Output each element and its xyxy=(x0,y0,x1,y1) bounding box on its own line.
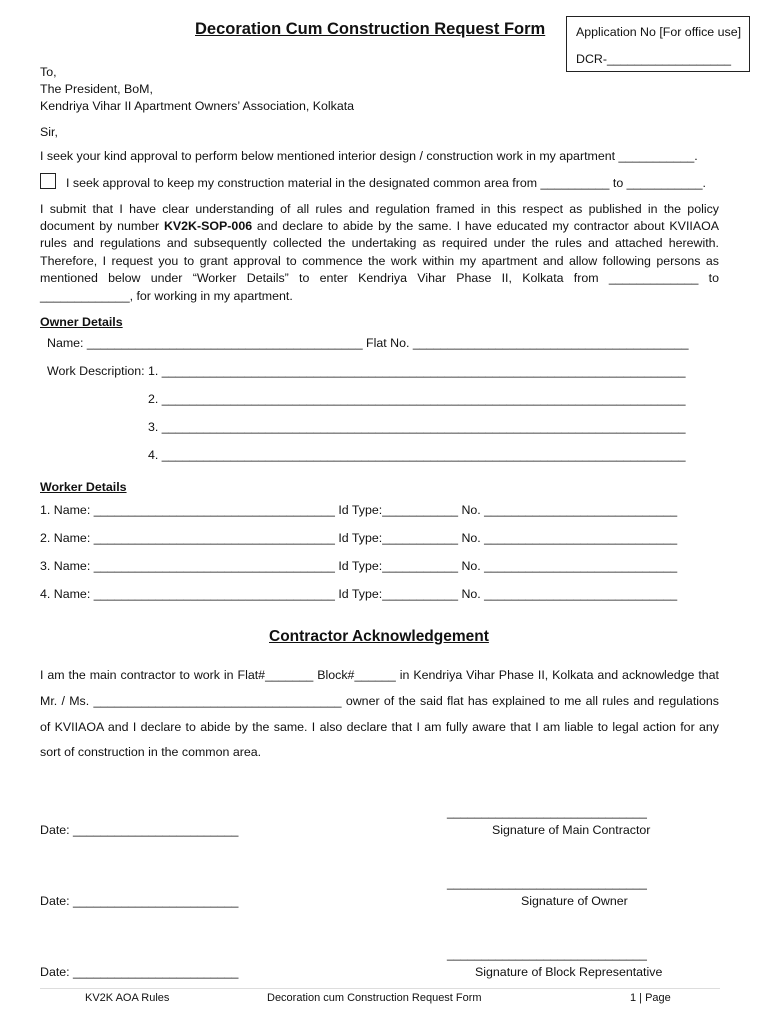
paragraph-line: Therefore, I request you to grant approval to commence the work within my apartment and allow following persons as xyxy=(40,254,719,268)
material-storage-checkbox[interactable] xyxy=(40,173,56,189)
date-field[interactable]: Date: ________________________ xyxy=(40,894,239,908)
salutation: Sir, xyxy=(40,125,58,139)
contractor-text-line: of KVIIAOA and I declare to abide by the same. I also declare that I am fully aware that I am liable to legal action for any xyxy=(40,720,719,734)
office-use-box xyxy=(566,16,750,72)
dcr-number-field[interactable]: DCR-__________________ xyxy=(576,52,732,66)
worker-row[interactable]: 3. Name: ___________________________________ Id Type:___________ No. ____________________________ xyxy=(40,559,678,573)
address-to: To, xyxy=(40,65,57,79)
page-number: 1 | Page xyxy=(630,992,671,1004)
owner-signature-label: Signature of Owner xyxy=(521,894,628,908)
worker-details-heading: Worker Details xyxy=(40,480,127,494)
worker-row[interactable]: 1. Name: ___________________________________ Id Type:___________ No. ____________________________ xyxy=(40,503,678,517)
paragraph-text: document by number xyxy=(40,219,164,233)
approval-request-line: I seek your kind approval to perform below mentioned interior design / construction work in my apartment ___________. xyxy=(40,149,698,163)
signature-line[interactable]: _____________________________ xyxy=(447,805,647,819)
contractor-text-line: I am the main contractor to work in Flat#_______ Block#______ in Kendriya Vihar Phase II, Kolkata and acknowledge that xyxy=(40,668,719,682)
paragraph-line: rules and regulations and subsequently collected the undertaking as required under the rules and attached herewith. xyxy=(40,236,719,250)
block-representative-signature-label: Signature of Block Representative xyxy=(475,965,663,979)
footer-left: KV2K AOA Rules xyxy=(85,992,170,1004)
footer-center: Decoration cum Construction Request Form xyxy=(267,992,482,1004)
paragraph-line: I submit that I have clear understanding of all rules and regulation framed in this respect as published in the policy xyxy=(40,202,719,216)
worker-row[interactable]: 4. Name: ___________________________________ Id Type:___________ No. ____________________________ xyxy=(40,587,678,601)
paragraph-line: _____________, for working in my apartment. xyxy=(40,289,293,303)
work-description-2[interactable]: 2. ____________________________________________________________________________ xyxy=(148,392,686,406)
date-field[interactable]: Date: ________________________ xyxy=(40,823,239,837)
signature-line[interactable]: _____________________________ xyxy=(447,876,647,890)
paragraph-text: and declare to abide by the same. I have educated my contractor about KVIIAOA xyxy=(252,219,719,233)
signature-line[interactable]: _____________________________ xyxy=(447,947,647,961)
owner-name-flat-field[interactable]: Name: ________________________________________ Flat No. ________________________________________ xyxy=(47,336,689,350)
main-contractor-signature-label: Signature of Main Contractor xyxy=(492,823,651,837)
worker-row[interactable]: 2. Name: ___________________________________ Id Type:___________ No. ____________________________ xyxy=(40,531,678,545)
address-line2: Kendriya Vihar II Apartment Owners’ Association, Kolkata xyxy=(40,99,355,113)
paragraph-line xyxy=(40,219,719,233)
policy-document-number: KV2K-SOP-006 xyxy=(163,219,253,233)
contractor-text-line: Mr. / Ms. ____________________________________ owner of the said flat has explained to me all rules and regulations xyxy=(40,694,719,708)
work-description-1[interactable]: Work Description: 1. ____________________________________________________________________________ xyxy=(47,364,686,378)
form-title: Decoration Cum Construction Request Form xyxy=(195,20,546,38)
office-use-label: Application No [For office use] xyxy=(576,25,742,39)
address-line1: The President, BoM, xyxy=(40,82,153,96)
paragraph-line: mentioned below under “Worker Details” to enter Kendriya Vihar Phase II, Kolkata from _____________ to xyxy=(40,271,719,285)
contractor-acknowledgement-heading: Contractor Acknowledgement xyxy=(269,628,489,645)
work-description-4[interactable]: 4. ____________________________________________________________________________ xyxy=(148,448,686,462)
owner-details-heading: Owner Details xyxy=(40,315,123,329)
material-storage-text: I seek approval to keep my construction material in the designated common area from __________ to ___________. xyxy=(66,176,706,190)
footer-divider xyxy=(40,988,720,989)
contractor-text-line: sort of construction in the common area. xyxy=(40,745,262,759)
work-description-3[interactable]: 3. ____________________________________________________________________________ xyxy=(148,420,686,434)
date-field[interactable]: Date: ________________________ xyxy=(40,965,239,979)
